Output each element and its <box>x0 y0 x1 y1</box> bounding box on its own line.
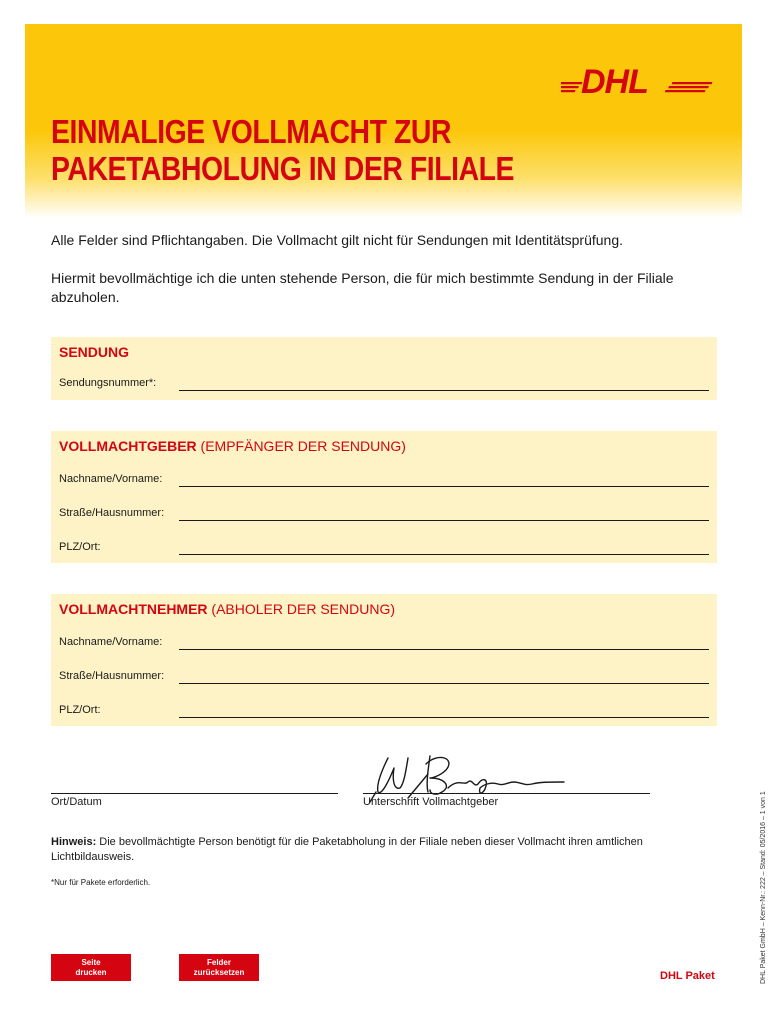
field-row-name <box>59 469 709 487</box>
reset-fields-button[interactable]: Felder zurücksetzen <box>179 954 259 981</box>
dhl-logo <box>561 64 721 96</box>
field-label: Nachname/Vorname: <box>59 473 163 485</box>
field-row-street <box>59 666 709 684</box>
receiver-street-input[interactable] <box>179 666 709 684</box>
receiver-name-input[interactable] <box>179 632 709 650</box>
section-title: VOLLMACHTNEHMER (ABHOLER DER SENDUNG) <box>59 601 396 617</box>
field-label: Sendungsnummer*: <box>59 377 157 389</box>
page-title <box>51 113 584 187</box>
document-meta-vertical: DHL Paket GmbH – Kenn-Nr.: 222 – Stand: 05/2016 – 1 von 1 <box>760 791 767 984</box>
field-label: Straße/Hausnummer: <box>59 507 165 519</box>
svg-text:DHL: DHL <box>581 64 648 96</box>
sendungsnummer-input[interactable] <box>179 373 709 391</box>
place-date-label: Ort/Datum <box>51 796 102 808</box>
field-label: Nachname/Vorname: <box>59 636 163 648</box>
field-label: PLZ/Ort: <box>59 704 101 716</box>
field-label: Straße/Hausnummer: <box>59 670 165 682</box>
field-row-street <box>59 503 709 521</box>
giver-zip-city-input[interactable] <box>179 537 709 555</box>
field-row-zip-city <box>59 700 709 718</box>
intro-authorization-text: Hiermit bevollmächtige ich die unten stehende Person, die für mich bestimmte Sendung in der Filiale abzuholen. <box>51 270 674 305</box>
title-line-2: PAKETABHOLUNG IN DER FILIALE <box>51 150 515 187</box>
hint-text: Hinweis: Die bevollmächtigte Person benötigt für die Paketabholung in der Filiale neben dieser Vollmacht ihren amtlichen Lichtbildausweis. <box>51 836 643 863</box>
field-label: PLZ/Ort: <box>59 541 101 553</box>
print-page-button[interactable]: Seite drucken <box>51 954 131 981</box>
signature-input[interactable] <box>363 793 650 794</box>
signer-label: Unterschrift Vollmachtgeber <box>363 796 499 808</box>
brand-label: DHL Paket <box>660 970 715 982</box>
section-title: VOLLMACHTGEBER (EMPFÄNGER DER SENDUNG) <box>59 438 406 454</box>
section-vollmachtgeber <box>51 431 717 563</box>
giver-street-input[interactable] <box>179 503 709 521</box>
intro-required-note: Alle Felder sind Pflichtangaben. Die Vollmacht gilt nicht für Sendungen mit Identitätsprüfung. <box>51 232 623 248</box>
field-row-zip-city <box>59 537 709 555</box>
footnote: *Nur für Pakete erforderlich. <box>51 878 151 887</box>
section-sendung <box>51 337 717 400</box>
place-date-input[interactable] <box>51 793 338 794</box>
section-title: SENDUNG <box>59 344 130 360</box>
giver-name-input[interactable] <box>179 469 709 487</box>
receiver-zip-city-input[interactable] <box>179 700 709 718</box>
field-row-name <box>59 632 709 650</box>
field-row-sendungsnummer <box>59 373 709 391</box>
title-line-1: EINMALIGE VOLLMACHT ZUR <box>51 113 452 150</box>
section-vollmachtnehmer <box>51 594 717 726</box>
